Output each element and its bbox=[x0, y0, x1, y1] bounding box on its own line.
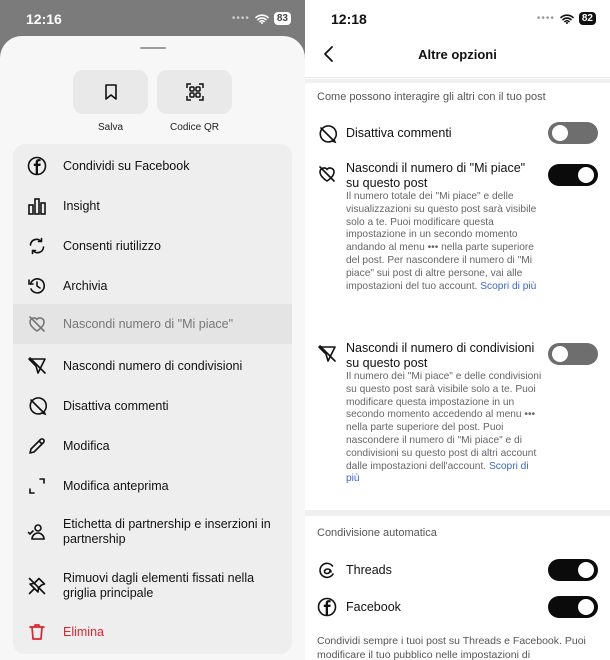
menu-label: Etichetta di partnership e inserzioni in partnership bbox=[63, 517, 271, 546]
hide-likes-toggle[interactable] bbox=[548, 164, 598, 186]
menu-item-share-facebook[interactable] bbox=[13, 148, 292, 184]
hide-likes-label: Nascondi il numero di "Mi piace" su questo post bbox=[346, 161, 526, 190]
qr-code-button[interactable] bbox=[157, 70, 232, 114]
menu-item-disable-comments[interactable] bbox=[13, 388, 292, 424]
hide-shares-label: Nascondi il numero di condivisioni su questo post bbox=[346, 341, 535, 370]
signal-icon: •••• bbox=[536, 13, 555, 24]
hide-shares-desc-text: Il numero dei "Mi piace" e delle condivisioni su questo post sarà visibile solo a te. Puoi modificare questa impostazione in un secondo momento accedendo al menu ••• nella parte superiore del post. Puoi nascondere il numero di "Mi piace" e di condivisioni su questo post di altri account dalle impostazioni dell'account. bbox=[346, 371, 542, 472]
page-title: Altre opzioni bbox=[418, 47, 497, 62]
threads-icon bbox=[317, 560, 337, 580]
facebook-icon bbox=[27, 156, 47, 176]
menu-label: Archivia bbox=[63, 278, 108, 293]
menu-item-archive[interactable] bbox=[13, 268, 292, 304]
options-menu bbox=[13, 144, 292, 654]
status-bar bbox=[0, 0, 305, 36]
menu-item-edit[interactable] bbox=[13, 428, 292, 464]
archive-history-icon bbox=[27, 276, 47, 296]
facebook-label: Facebook bbox=[346, 600, 401, 614]
heart-slash-icon bbox=[27, 314, 47, 334]
status-time: 12:16 bbox=[26, 11, 62, 27]
threads-label: Threads bbox=[346, 563, 392, 577]
menu-label: Consenti riutilizzo bbox=[63, 238, 161, 253]
threads-toggle[interactable] bbox=[548, 559, 598, 581]
menu-item-allow-reuse[interactable] bbox=[13, 228, 292, 264]
status-time: 12:18 bbox=[331, 11, 367, 27]
menu-item-partnership-label[interactable] bbox=[13, 508, 292, 556]
hide-likes-description bbox=[346, 191, 542, 293]
menu-label: Insight bbox=[63, 198, 100, 213]
menu-label: Modifica bbox=[63, 438, 110, 453]
qr-code-icon bbox=[185, 82, 205, 102]
trash-icon bbox=[27, 622, 47, 642]
partnership-person-icon bbox=[27, 522, 47, 542]
save-button[interactable] bbox=[73, 70, 148, 114]
wifi-icon bbox=[560, 14, 574, 24]
section-interactions-heading: Come possono interagire gli altri con il tuo post bbox=[317, 91, 546, 103]
insights-chart-icon bbox=[27, 196, 47, 216]
comment-slash-icon bbox=[317, 124, 337, 144]
share-slash-icon bbox=[27, 356, 47, 376]
unpin-icon bbox=[27, 576, 47, 596]
sheet-handle[interactable] bbox=[140, 47, 166, 49]
hide-shares-description bbox=[346, 371, 542, 486]
reuse-arrows-icon bbox=[27, 236, 47, 256]
toggle-knob bbox=[578, 562, 594, 578]
menu-label: Rimuovi dagli elementi fissati nella griglia principale bbox=[63, 571, 255, 600]
more-options-screen bbox=[305, 0, 610, 660]
menu-label: Elimina bbox=[63, 624, 104, 639]
menu-item-insight[interactable] bbox=[13, 188, 292, 224]
save-action[interactable] bbox=[73, 70, 148, 133]
comment-slash-icon bbox=[27, 396, 47, 416]
bookmark-icon bbox=[102, 83, 120, 101]
menu-item-delete[interactable] bbox=[13, 614, 292, 650]
toggle-knob bbox=[578, 599, 594, 615]
menu-item-hide-likes[interactable] bbox=[13, 304, 292, 344]
learn-more-link[interactable]: Scopri di più bbox=[480, 280, 537, 292]
menu-item-edit-preview[interactable] bbox=[13, 468, 292, 504]
facebook-icon bbox=[317, 597, 337, 617]
hide-likes-desc-text: Il numero totale dei "Mi piace" e delle visualizzazioni su questo post sarà visibile solo a te. Puoi modificare questa impostazione in un secondo momento andando al menu ••• nella parte superiore del post. Per nascondere il numero di "Mi piace" sui post di altre persone, vai alle impostazioni del tuo account. bbox=[346, 191, 537, 292]
toggle-knob bbox=[578, 167, 594, 183]
section-divider bbox=[305, 510, 610, 516]
toggle-knob bbox=[552, 346, 568, 362]
facebook-toggle[interactable] bbox=[548, 596, 598, 618]
heart-slash-icon bbox=[317, 164, 337, 184]
menu-label: Nascondi numero di "Mi piace" bbox=[63, 316, 234, 331]
hide-shares-toggle[interactable] bbox=[548, 343, 598, 365]
battery-indicator: 83 bbox=[274, 12, 291, 25]
qr-code-label: Codice QR bbox=[170, 122, 219, 133]
bottom-sheet bbox=[0, 36, 305, 660]
battery-indicator: 82 bbox=[579, 12, 596, 25]
disable-comments-toggle[interactable] bbox=[548, 122, 598, 144]
disable-comments-label: Disattiva commenti bbox=[346, 126, 452, 140]
save-label: Salva bbox=[97, 122, 123, 133]
menu-label: Modifica anteprima bbox=[63, 478, 169, 493]
signal-icon: •••• bbox=[231, 13, 250, 24]
menu-label: Nascondi numero di condivisioni bbox=[63, 358, 243, 373]
nav-header bbox=[305, 36, 610, 78]
pencil-icon bbox=[27, 436, 47, 456]
wifi-icon bbox=[255, 14, 269, 24]
share-slash-icon bbox=[317, 344, 337, 364]
menu-item-hide-shares[interactable] bbox=[13, 348, 292, 384]
autoshare-footer-text: Condividi sempre i tuoi post su Threads e Facebook. Puoi modificare il tuo pubblico nelle impostazioni di bbox=[317, 635, 586, 660]
crop-corners-icon bbox=[27, 476, 47, 496]
qr-code-action[interactable] bbox=[157, 70, 232, 133]
menu-label: Condividi su Facebook bbox=[63, 158, 190, 173]
divider bbox=[305, 79, 610, 83]
toggle-knob bbox=[552, 125, 568, 141]
section-autoshare-heading: Condivisione automatica bbox=[317, 527, 437, 539]
learn-more-link[interactable]: Scopri di più bbox=[346, 460, 529, 485]
menu-item-unpin[interactable] bbox=[13, 562, 292, 610]
status-bar bbox=[305, 0, 610, 36]
menu-label: Disattiva commenti bbox=[63, 398, 169, 413]
